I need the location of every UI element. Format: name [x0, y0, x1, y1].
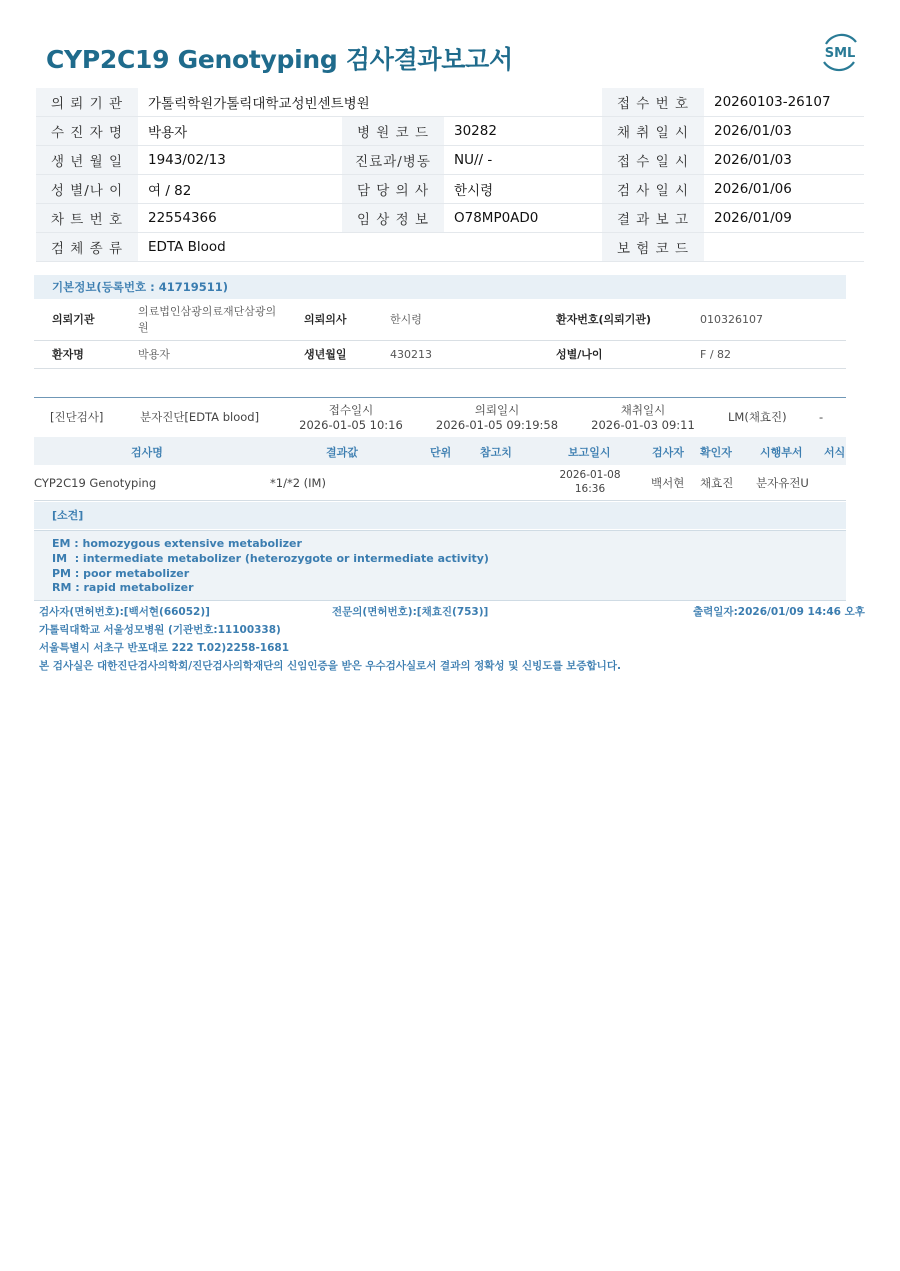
collected-label: 채취일시: [620, 403, 666, 417]
tester-name: 백서현: [651, 476, 685, 490]
col-confirmer: 확인자: [700, 446, 732, 459]
result-table-header: [34, 437, 846, 465]
col-test-name: 검사명: [131, 446, 163, 459]
result-value: *1/*2 (IM): [270, 476, 326, 490]
col-reference: 참고치: [480, 446, 512, 459]
info-row: [36, 233, 864, 262]
basic-info-table: [34, 299, 846, 369]
col-tester: 검사자: [652, 446, 684, 459]
sml-logo: [818, 30, 862, 74]
field-label: 생 년 월 일: [36, 146, 138, 175]
field-label: 접 수 번 호: [602, 88, 704, 117]
patient-info-grid: [36, 88, 864, 262]
basic-value: F / 82: [682, 340, 846, 368]
footer-tester: 검사자(면허번호):[백서현(66052)]: [39, 606, 210, 618]
report-date: 2026-01-08: [559, 469, 621, 481]
field-label: 채 취 일 시: [602, 117, 704, 146]
test-name: CYP2C19 Genotyping: [34, 476, 157, 490]
field-label: 수 진 자 명: [36, 117, 138, 146]
col-form: 서식: [824, 446, 846, 459]
collected-datetime: 2026-01-03 09:11: [591, 418, 695, 432]
field-value: 한시령: [444, 175, 602, 204]
basic-label: 생년월일: [286, 340, 372, 368]
field-label: 보 험 코 드: [602, 233, 704, 262]
field-label: 담 당 의 사: [342, 175, 444, 204]
info-row: [36, 88, 864, 117]
field-value: 2026/01/06: [704, 175, 864, 204]
test-info-row: [34, 399, 846, 436]
field-value: O78MP0AD0: [444, 204, 602, 233]
remark-line: PM : poor metabolizer: [52, 566, 190, 580]
field-label: 의 뢰 기 관: [36, 88, 138, 117]
dash: -: [819, 410, 824, 424]
field-label: 검 체 종 류: [36, 233, 138, 262]
remarks-header: [소견]: [34, 502, 846, 529]
col-result: 결과값: [326, 446, 358, 459]
basic-label: 환자번호(의뢰기관): [538, 299, 682, 340]
info-row: [36, 146, 864, 175]
footer-certification: 본 검사실은 대한진단검사의학회/진단검사의학재단의 신임인증을 받은 우수검사실로서 결과의 정확성 및 신빙도를 보증합니다.: [39, 660, 621, 672]
department: 분자유전U: [756, 476, 809, 490]
info-row: [36, 175, 864, 204]
field-label: 진료과/병동: [342, 146, 444, 175]
field-value: 2026/01/09: [704, 204, 864, 233]
field-value: [704, 233, 864, 262]
field-label: 접 수 일 시: [602, 146, 704, 175]
test-category: [진단검사]: [50, 410, 104, 424]
remark-line: RM : rapid metabolizer: [52, 581, 194, 595]
remark-line: IM : intermediate metabolizer (heterozygote or intermediate activity): [52, 551, 489, 565]
table-row: [34, 466, 846, 501]
basic-value: 010326107: [682, 299, 846, 340]
field-value: NU// -: [444, 146, 602, 175]
field-value: 박용자: [138, 117, 342, 146]
report-title: CYP2C19 Genotyping 검사결과보고서: [46, 45, 513, 74]
info-row: [36, 117, 864, 146]
field-value: 가톨릭학원가톨릭대학교성빈센트병원: [138, 88, 602, 117]
field-label: 차 트 번 호: [36, 204, 138, 233]
field-value: 2026/01/03: [704, 117, 864, 146]
basic-label: 의뢰의사: [286, 299, 372, 340]
basic-value: 430213: [372, 340, 538, 368]
info-row: [36, 204, 864, 233]
requested-label: 의뢰일시: [474, 403, 520, 417]
footer-print-date: 출력일자:2026/01/09 14:46 오후: [693, 606, 865, 618]
received-label: 접수일시: [328, 403, 374, 417]
footer-specialist: 전문의(면허번호):[채효진(753)]: [332, 606, 489, 618]
basic-value: 한시령: [372, 299, 538, 340]
field-label: 임 상 정 보: [342, 204, 444, 233]
field-value: 20260103-26107: [704, 88, 864, 117]
test-specimen: 분자진단[EDTA blood]: [140, 410, 260, 424]
field-value: 2026/01/03: [704, 146, 864, 175]
col-report-date: 보고일시: [568, 446, 611, 459]
field-label: 병 원 코 드: [342, 117, 444, 146]
lm-name: LM(채효진): [728, 410, 787, 424]
received-datetime: 2026-01-05 10:16: [299, 418, 403, 432]
footer-address: 서울특별시 서초구 반포대로 222 T.02)2258-1681: [39, 642, 290, 654]
basic-info-header: 기본정보(등록번호 : 41719511): [34, 275, 846, 299]
field-value: 30282: [444, 117, 602, 146]
section-divider: [34, 397, 846, 398]
report-time: 16:36: [574, 483, 606, 495]
basic-label: 환자명: [34, 340, 120, 368]
col-unit: 단위: [430, 446, 452, 459]
field-value: 22554366: [138, 204, 342, 233]
basic-label: 성별/나이: [538, 340, 682, 368]
field-label: 검 사 일 시: [602, 175, 704, 204]
svg-text:SML: SML: [824, 46, 856, 61]
field-label: 결 과 보 고: [602, 204, 704, 233]
col-department: 시행부서: [760, 446, 803, 459]
field-label: 성 별/나 이: [36, 175, 138, 204]
basic-label: 의뢰기관: [34, 299, 120, 340]
footer-hospital: 가톨릭대학교 서울성모병원 (기관번호:11100338): [39, 624, 281, 636]
remark-line: EM : homozygous extensive metabolizer: [52, 537, 302, 550]
confirmer-name: 채효진: [700, 476, 734, 490]
basic-value: 의료법인삼광의료재단삼광의원: [120, 299, 286, 340]
field-value: 여 / 82: [138, 175, 342, 204]
field-value: EDTA Blood: [138, 233, 602, 262]
field-value: 1943/02/13: [138, 146, 342, 175]
requested-datetime: 2026-01-05 09:19:58: [435, 418, 559, 432]
remarks-box: [34, 530, 846, 601]
basic-value: 박용자: [120, 340, 286, 368]
